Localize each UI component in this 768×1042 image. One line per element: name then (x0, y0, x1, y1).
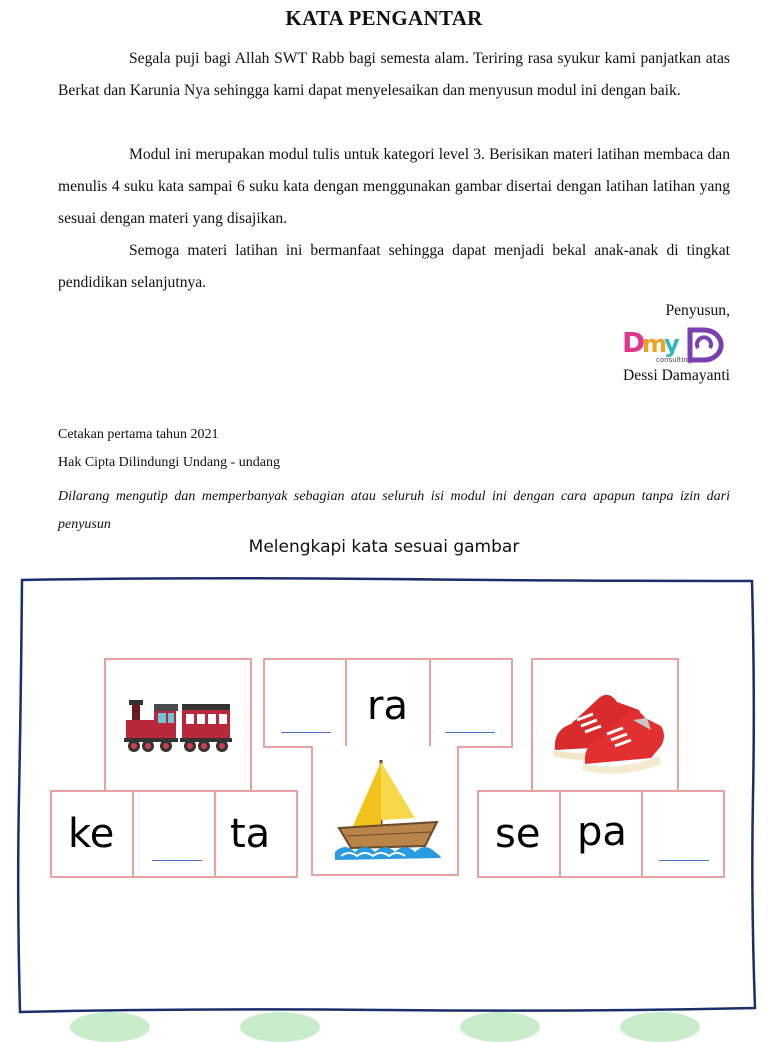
svg-text:m: m (642, 330, 667, 358)
paragraph-2 (58, 139, 730, 235)
signature-label: Penyusun, (665, 302, 730, 319)
answer-blank-line[interactable] (152, 860, 202, 861)
paragraph-3 (58, 235, 730, 299)
syllable-blank-box-2[interactable] (263, 658, 347, 748)
paragraph-1-text: Segala puji bagi Allah SWT Rabb bagi semesta alam. Teriring rasa syukur kami panjatkan atas Berkat dan Karunia Nya sehingga kami dapat menyelesaikan dan menyusun modul ini dengan baik. (58, 50, 730, 99)
train-picture-box (104, 658, 252, 792)
syllable-blank-box-4[interactable] (641, 790, 725, 878)
copyright-note: Hak Cipta Dilindungi Undang - undang (58, 455, 281, 470)
author-name: Dessi Damayanti (623, 367, 730, 384)
exercise-title: Melengkapi kata sesuai gambar (248, 537, 520, 557)
edition-note: Cetakan pertama tahun 2021 (58, 427, 219, 442)
bottom-decoration (620, 1012, 700, 1042)
page-title: KATA PENGANTAR (285, 6, 483, 30)
paragraph-3-text: Semoga materi latihan ini bermanfaat sehingga dapat menjadi bekal anak-anak di tingkat pendidikan selanjutnya. (58, 242, 730, 291)
bottom-decoration (460, 1012, 540, 1042)
syllable-ke: ke (68, 811, 115, 857)
boat-image (333, 756, 443, 862)
answer-blank-line[interactable] (659, 860, 709, 861)
paragraph-1 (58, 43, 730, 107)
shoes-image (547, 684, 667, 776)
syllable-box-se (477, 790, 561, 878)
bottom-decoration (70, 1012, 150, 1042)
answer-blank-line[interactable] (281, 732, 331, 733)
syllable-blank-box-3[interactable] (429, 658, 513, 748)
syllable-box-ra (345, 658, 431, 748)
syllable-box-pa (559, 790, 643, 878)
bottom-decoration (240, 1012, 320, 1042)
svg-text:y: y (664, 330, 680, 358)
syllable-box-ta (214, 790, 298, 878)
shoes-picture-box (531, 658, 679, 792)
train-image (124, 690, 234, 760)
answer-blank-line[interactable] (445, 732, 495, 733)
copy-prohibition-note: Dilarang mengutip dan memperbanyak sebagian atau seluruh isi modul ini dengan cara apapun tanpa izin dari penyusun (58, 489, 730, 532)
syllable-pa: pa (577, 809, 627, 855)
boat-picture-box (311, 746, 459, 876)
syllable-se: se (495, 811, 541, 857)
syllable-ta: ta (230, 811, 271, 857)
svg-text:consulting: consulting (656, 356, 693, 364)
dmy-consulting-logo (620, 324, 730, 366)
syllable-box-ke (50, 790, 134, 878)
paragraph-2-text: Modul ini merupakan modul tulis untuk kategori level 3. Berisikan materi latihan membaca dan menulis 4 suku kata sampai 6 suku kata dengan menggunakan gambar disertai dengan latihan latihan yang sesuai dengan materi yang disajikan. (58, 146, 730, 227)
svg-text:D: D (622, 326, 644, 359)
syllable-ra: ra (367, 683, 408, 729)
syllable-blank-box-1[interactable] (132, 790, 216, 878)
